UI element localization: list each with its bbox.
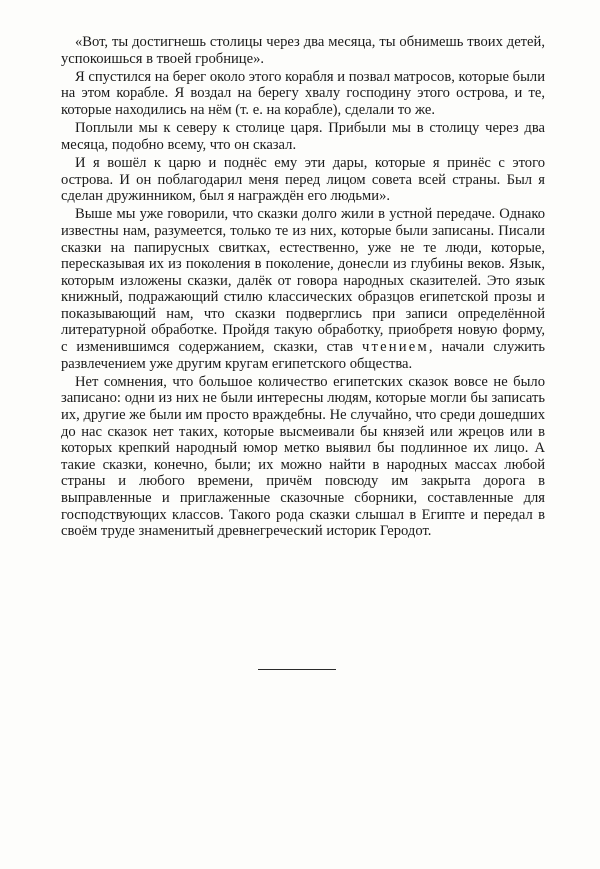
paragraph-king: И я вошёл к царю и поднёс ему эти дары, которые я принёс с этого острова. И он поблагодарил меня перед лицом совета всей страны. Был я сделан дружинником, был я награждён его людьми». — [61, 154, 545, 205]
body-text — [61, 34, 545, 541]
paragraph-oral-tradition — [61, 206, 545, 372]
section-divider — [258, 669, 336, 670]
paragraph-unrecorded-tales: Нет сомнения, что большое количество египетских сказок вовсе не было записано: одни из них не были интересны людям, которые могли бы записать их, другие же были им просто враждебны. Не случайно, что среди дошедших до нас сказок нет таких, которые высмеивали бы князей или жрецов или в которых крепкий народный юмор метко выявил бы подлинное их лицо. А такие сказки, конечно, были; их можно найти в народных массах любой страны и любого времени, причём повсюду им закрыта дорога в выправленные и приглаженные сказочные сборники, составленные для господствующих классов. Такого рода сказки слышал в Египте и передал в своём труде знаменитый древнегреческий историк Геродот. — [61, 373, 545, 540]
paragraph-landing: Я спустился на берег около этого корабля и позвал матросов, которые были на этом корабле. Я воздал на берегу хвалу господину этого острова, и те, которые находились на нём (т. е. на корабле), сделали то же. — [61, 68, 545, 118]
oral-tradition-end: , начали служить развлечением уже другим кругам египетского общества. — [61, 339, 545, 372]
oral-tradition-text: Выше мы уже говорили, что сказки долго жили в устной передаче. Однако известны нам, разумеется, только те из них, которые были записаны. Писали сказки на папирусных свитках, естественно, уже не те люди, которые, пересказывая их из поколения в поколение, донесли из глубины веков. Язык, которым изложены сказки, далёк от говора народных сказителей. Это язык книжный, подражающий стилю классических образцов египетской прозы и показывающий нам, что сказки подверглись при записи определённой литературной обработке. Пройдя такую обработку, приобретя новую форму, с изменившимся содержанием, сказки, став — [61, 206, 545, 356]
paragraph-quote-end: «Вот, ты достигнешь столицы через два месяца, ты обнимешь твоих детей, успокоишься в твоей гробнице». — [61, 34, 545, 67]
emphasis-reading: чтением — [361, 339, 429, 356]
paragraph-voyage: Поплыли мы к северу к столице царя. Прибыли мы в столицу через два месяца, подобно всему, что он сказал. — [61, 120, 545, 153]
